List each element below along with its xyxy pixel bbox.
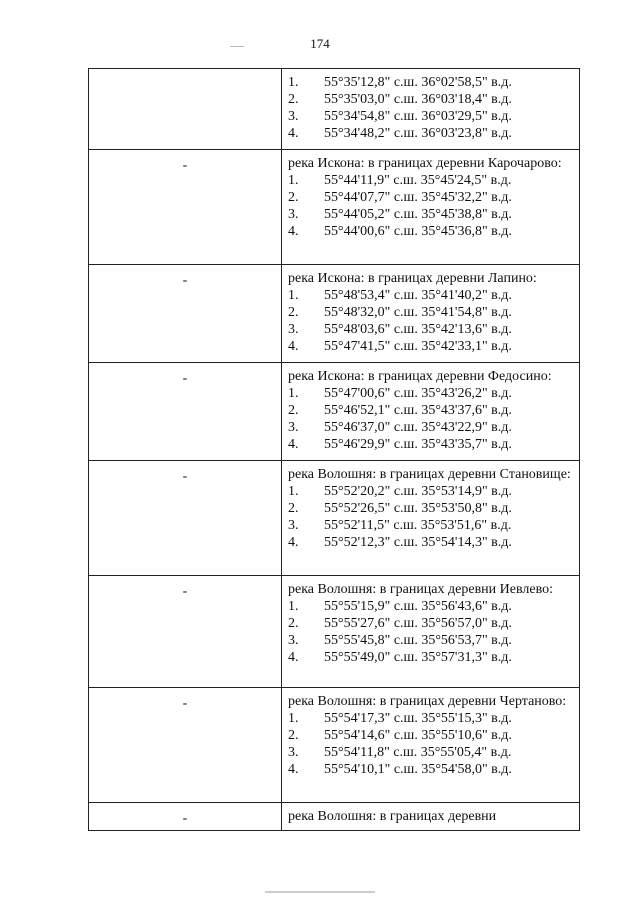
- coordinate-number: 1.: [288, 484, 299, 499]
- row-title: река Волошня: в границах деревни: [288, 809, 497, 824]
- coordinate-item: [288, 125, 573, 142]
- row-description: [282, 576, 580, 688]
- coordinate-value: 55°46'29,9" с.ш. 35°43'35,7" в.д.: [324, 437, 512, 452]
- coordinate-item: [288, 517, 573, 534]
- coordinate-value: 55°55'49,0" с.ш. 35°57'31,3" в.д.: [324, 650, 512, 665]
- coordinate-item: [288, 727, 573, 744]
- coordinate-number: 3.: [288, 745, 299, 760]
- coordinate-number: 1.: [288, 75, 299, 90]
- coordinate-value: 55°44'11,9" с.ш. 35°45'24,5" в.д.: [324, 173, 512, 188]
- table-row: [89, 688, 580, 803]
- row-description: [282, 265, 580, 363]
- row-marker: -: [89, 461, 282, 576]
- coordinate-value: 55°54'17,3" с.ш. 35°55'15,3" в.д.: [324, 711, 512, 726]
- coordinate-number: 2.: [288, 305, 299, 320]
- table-row: [89, 803, 580, 831]
- coordinate-number: 3.: [288, 109, 299, 124]
- coordinate-item: [288, 500, 573, 517]
- coordinate-number: 3.: [288, 322, 299, 337]
- coordinate-number: 4.: [288, 339, 299, 354]
- coordinate-item: [288, 385, 573, 402]
- coordinate-value: 55°44'05,2" с.ш. 35°45'38,8" в.д.: [324, 207, 512, 222]
- coordinate-item: [288, 419, 573, 436]
- row-description: [282, 688, 580, 803]
- coordinate-value: 55°34'48,2" с.ш. 36°03'23,8" в.д.: [324, 126, 512, 141]
- row-description: [282, 803, 580, 831]
- coordinate-number: 4.: [288, 437, 299, 452]
- row-title: река Искона: в границах деревни Федосино:: [288, 369, 552, 384]
- coordinate-number: 1.: [288, 711, 299, 726]
- coordinate-number: 1.: [288, 288, 299, 303]
- coordinate-value: 55°44'00,6" с.ш. 35°45'36,8" в.д.: [324, 224, 512, 239]
- table-row: [89, 265, 580, 363]
- row-description: [282, 461, 580, 576]
- coordinate-value: 55°52'11,5" с.ш. 35°53'51,6" в.д.: [324, 518, 512, 533]
- coordinate-number: 4.: [288, 650, 299, 665]
- row-description: [282, 150, 580, 265]
- coordinate-item: [288, 744, 573, 761]
- row-title: река Волошня: в границах деревни Иевлево:: [288, 582, 554, 597]
- coordinate-value: 55°52'20,2" с.ш. 35°53'14,9" в.д.: [324, 484, 512, 499]
- table-row: [89, 150, 580, 265]
- coordinate-item: [288, 223, 573, 240]
- coordinate-value: 55°52'12,3" с.ш. 35°54'14,3" в.д.: [324, 535, 512, 550]
- row-title: река Искона: в границах деревни Лапино:: [288, 271, 537, 286]
- coordinate-value: 55°54'11,8" с.ш. 35°55'05,4" в.д.: [324, 745, 512, 760]
- row-marker: -: [89, 576, 282, 688]
- coordinate-value: 55°54'14,6" с.ш. 35°55'10,6" в.д.: [324, 728, 512, 743]
- coordinate-number: 2.: [288, 501, 299, 516]
- row-marker: -: [89, 803, 282, 831]
- coordinate-item: [288, 761, 573, 778]
- coordinate-number: 3.: [288, 518, 299, 533]
- coordinate-number: 3.: [288, 420, 299, 435]
- coordinate-item: [288, 483, 573, 500]
- scan-mark: [265, 891, 375, 893]
- coordinate-value: 55°46'52,1" с.ш. 35°43'37,6" в.д.: [324, 403, 512, 418]
- coordinate-value: 55°47'00,6" с.ш. 35°43'26,2" в.д.: [324, 386, 512, 401]
- coordinate-item: [288, 304, 573, 321]
- coordinate-item: [288, 649, 573, 666]
- coordinate-number: 2.: [288, 403, 299, 418]
- row-marker: [89, 69, 282, 150]
- coordinate-value: 55°34'54,8" с.ш. 36°03'29,5" в.д.: [324, 109, 512, 124]
- row-description: [282, 363, 580, 461]
- coordinate-value: 55°48'53,4" с.ш. 35°41'40,2" в.д.: [324, 288, 512, 303]
- coordinate-value: 55°55'45,8" с.ш. 35°56'53,7" в.д.: [324, 633, 512, 648]
- row-marker: -: [89, 265, 282, 363]
- coordinate-number: 2.: [288, 616, 299, 631]
- coordinate-value: 55°35'03,0" с.ш. 36°03'18,4" в.д.: [324, 92, 512, 107]
- row-title: река Искона: в границах деревни Карочарово:: [288, 156, 562, 171]
- table-row: [89, 576, 580, 688]
- coordinate-item: [288, 189, 573, 206]
- coordinate-number: 1.: [288, 599, 299, 614]
- coordinate-item: [288, 615, 573, 632]
- coordinate-number: 1.: [288, 173, 299, 188]
- coordinate-value: 55°44'07,7" с.ш. 35°45'32,2" в.д.: [324, 190, 512, 205]
- coordinate-item: [288, 436, 573, 453]
- coordinate-item: [288, 172, 573, 189]
- row-description: [282, 69, 580, 150]
- coordinate-item: [288, 710, 573, 727]
- coordinate-value: 55°46'37,0" с.ш. 35°43'22,9" в.д.: [324, 420, 512, 435]
- coordinate-number: 2.: [288, 728, 299, 743]
- coordinate-number: 4.: [288, 224, 299, 239]
- coordinate-value: 55°35'12,8" с.ш. 36°02'58,5" в.д.: [324, 75, 512, 90]
- coordinate-item: [288, 74, 573, 91]
- coordinate-number: 3.: [288, 633, 299, 648]
- coordinate-number: 2.: [288, 190, 299, 205]
- row-title: река Волошня: в границах деревни Становище:: [288, 467, 571, 482]
- table-body: [89, 69, 580, 831]
- coordinate-item: [288, 91, 573, 108]
- coordinate-number: 4.: [288, 762, 299, 777]
- coordinate-number: 4.: [288, 126, 299, 141]
- coordinates-table: [88, 68, 580, 831]
- coordinate-number: 2.: [288, 92, 299, 107]
- row-title: река Волошня: в границах деревни Чертаново:: [288, 694, 567, 709]
- table-row: [89, 461, 580, 576]
- row-marker: -: [89, 688, 282, 803]
- coordinate-item: [288, 287, 573, 304]
- coordinate-value: 55°55'15,9" с.ш. 35°56'43,6" в.д.: [324, 599, 512, 614]
- coordinate-value: 55°54'10,1" с.ш. 35°54'58,0" в.д.: [324, 762, 512, 777]
- coordinate-item: [288, 632, 573, 649]
- table-row: [89, 363, 580, 461]
- coordinate-item: [288, 206, 573, 223]
- page-number: 174: [310, 36, 330, 51]
- row-marker: -: [89, 363, 282, 461]
- coordinate-value: 55°48'32,0" с.ш. 35°41'54,8" в.д.: [324, 305, 512, 320]
- coordinate-item: [288, 598, 573, 615]
- table-row: [89, 69, 580, 150]
- row-marker: -: [89, 150, 282, 265]
- coordinate-item: [288, 108, 573, 125]
- coordinate-number: 1.: [288, 386, 299, 401]
- coordinate-number: 4.: [288, 535, 299, 550]
- coordinate-value: 55°55'27,6" с.ш. 35°56'57,0" в.д.: [324, 616, 512, 631]
- coordinate-item: [288, 338, 573, 355]
- coordinate-item: [288, 321, 573, 338]
- coordinate-value: 55°48'03,6" с.ш. 35°42'13,6" в.д.: [324, 322, 512, 337]
- coordinate-number: 3.: [288, 207, 299, 222]
- coordinate-value: 55°52'26,5" с.ш. 35°53'50,8" в.д.: [324, 501, 512, 516]
- coordinate-item: [288, 534, 573, 551]
- coordinate-value: 55°47'41,5" с.ш. 35°42'33,1" в.д.: [324, 339, 512, 354]
- coordinate-item: [288, 402, 573, 419]
